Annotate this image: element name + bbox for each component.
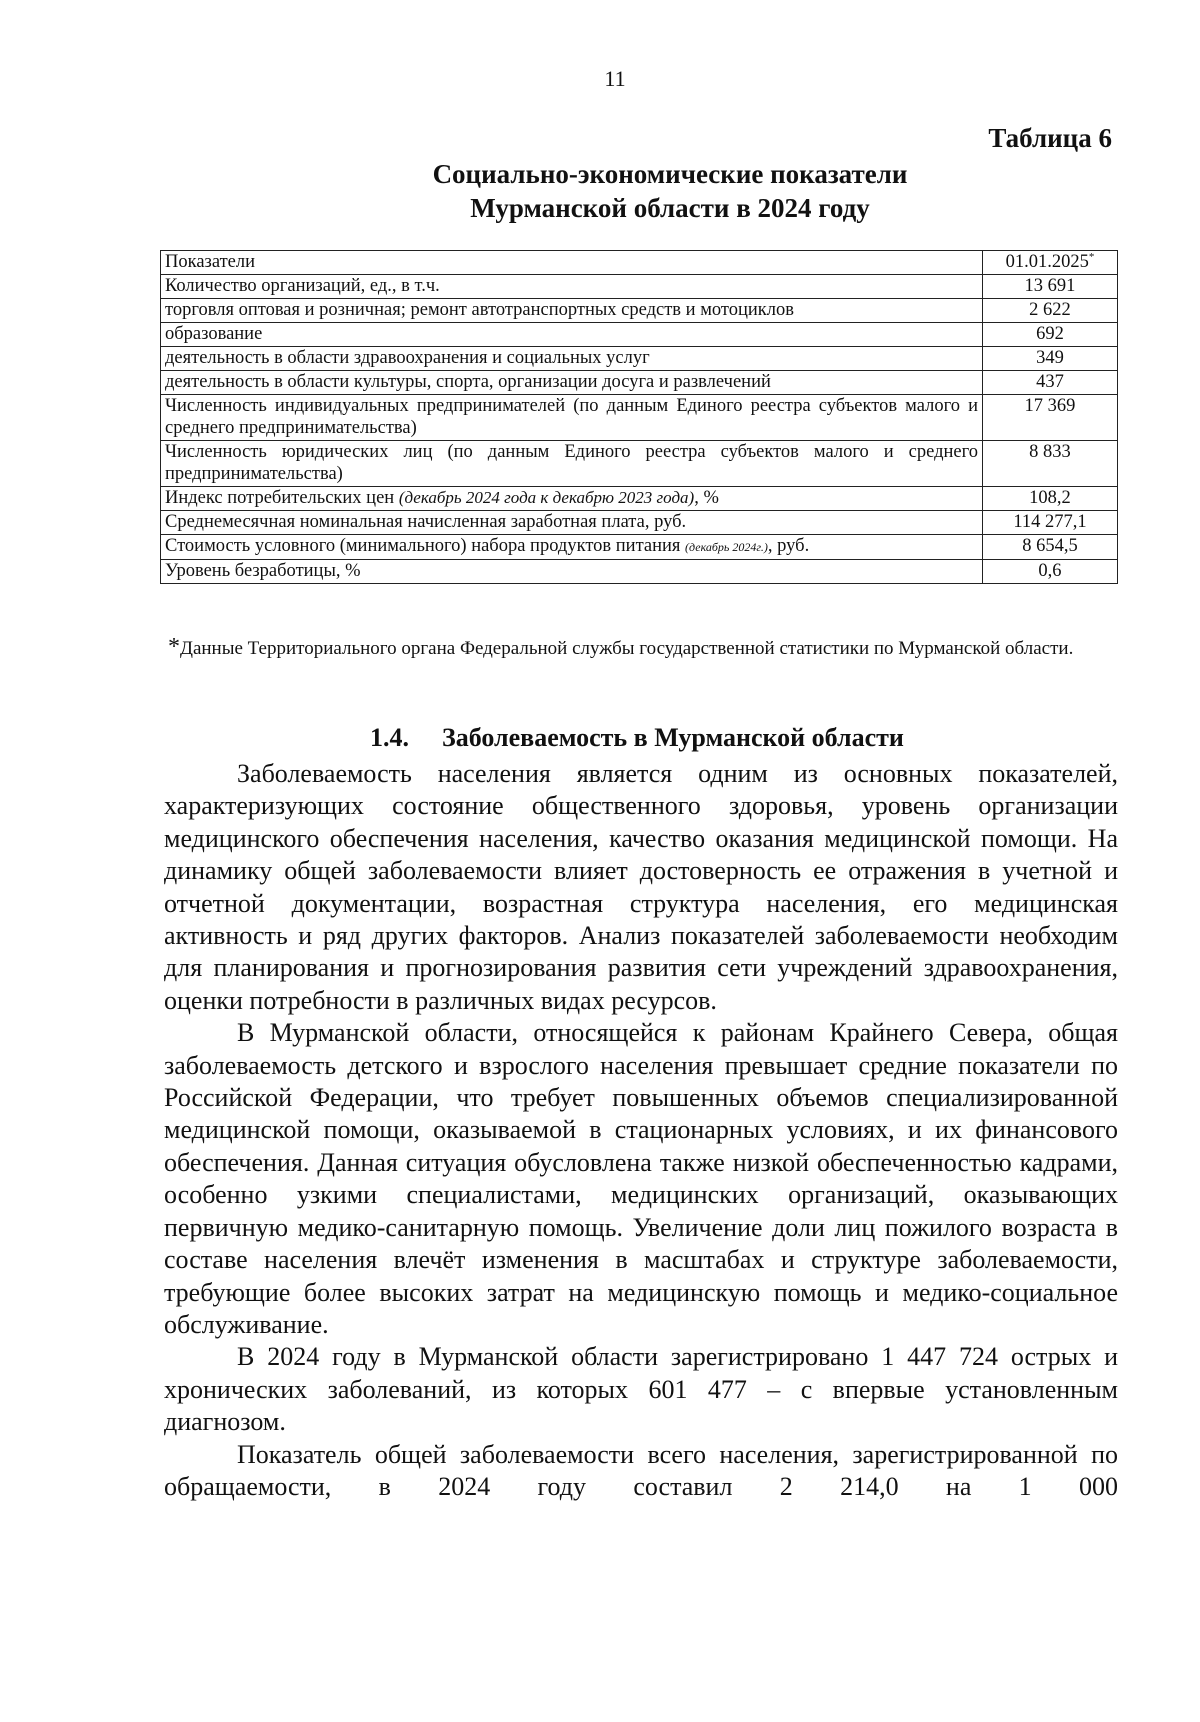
table-title-line-2: Мурманской области в 2024 году [470, 193, 870, 223]
table-row [161, 441, 1118, 487]
footnote-mark: * [168, 634, 180, 660]
header-footnote-mark: * [1088, 250, 1095, 263]
header-date: 01.01.2025 [1005, 252, 1089, 272]
header-name-cell: Показатели [161, 251, 983, 275]
table-row-unemployment [161, 560, 1118, 584]
row-value-cell: 114 277,1 [982, 511, 1117, 535]
row-value-cell: 13 691 [982, 275, 1117, 299]
row-name-cell: торговля оптовая и розничная; ремонт автотранспортных средств и мотоциклов [161, 299, 983, 323]
table-label: Таблица 6 [988, 123, 1112, 153]
paragraph: В Мурманской области, относящейся к районам Крайнего Севера, общая заболеваемость детского и взрослого населения превышает средние показатели по Российской Федерации, что требует повышенных объемов специализированной медицинской помощи, оказываемой в стационарных условиях, и их финансового обеспечения. Данная ситуация обусловлена также низкой обеспеченностью кадрами, особенно узкими специалистами, медицинских организаций, оказывающих первичную медико-санитарную помощь. Увеличение доли лиц пожилого возраста в составе населения влечёт изменения в масштабах и структуре заболеваемости, требующие более высоких затрат на медицинскую помощь и медико-социальное обслуживание. [164, 1018, 1118, 1339]
header-value-cell [982, 251, 1117, 275]
paragraph: Показатель общей заболеваемости всего населения, зарегистрированной по обращаемости, в 2024 году составил 2 214,0 на 1 000 [164, 1439, 1118, 1501]
table-row [161, 395, 1118, 441]
basket-unit: , руб. [767, 536, 810, 556]
table-footnote [168, 630, 1118, 666]
page-number: 11 [604, 66, 626, 91]
table-row [161, 275, 1118, 299]
row-name-cell: Среднемесячная номинальная начисленная заработная плата, руб. [161, 511, 983, 535]
indicators-table [160, 250, 1118, 584]
row-name-cell [161, 487, 983, 511]
row-name-cell: деятельность в области культуры, спорта, организации досуга и развлечений [161, 371, 983, 395]
table-title-line-1: Социально-экономические показатели [432, 159, 908, 189]
table-row [161, 347, 1118, 371]
table-header-row [161, 251, 1118, 275]
row-value-cell: 108,2 [982, 487, 1117, 511]
section-heading [370, 723, 904, 753]
table-row [161, 371, 1118, 395]
row-name-cell: Численность юридических лиц (по данным Единого реестра субъектов малого и среднего предпринимательства) [161, 441, 983, 487]
row-value-cell: 2 622 [982, 299, 1117, 323]
table-row-wage [161, 511, 1118, 535]
cpi-unit: , % [694, 488, 719, 508]
row-value-cell: 437 [982, 371, 1117, 395]
row-name-cell: образование [161, 323, 983, 347]
paragraph: В 2024 году в Мурманской области зарегистрировано 1 447 724 острых и хронических заболеваний, из которых 601 477 – с впервые установленным диагнозом. [164, 1342, 1118, 1437]
section-title: Заболеваемость в Мурманской области [442, 723, 904, 752]
table-row [161, 299, 1118, 323]
row-name-cell: Уровень безработицы, % [161, 560, 983, 584]
row-value-cell: 0,6 [982, 560, 1117, 584]
row-name-cell [161, 535, 983, 560]
row-name-cell: Количество организаций, ед., в т.ч. [161, 275, 983, 299]
cpi-period-note: (декабрь 2024 года к декабрю 2023 года) [398, 488, 695, 507]
row-value-cell: 8 654,5 [982, 535, 1117, 560]
paragraph: Заболеваемость населения является одним из основных показателей, характеризующих состояние общественного здоровья, уровень организации медицинского обеспечения населения, качество оказания медицинской помощи. На динамику общей заболеваемости влияет достоверность ее отражения в учетной и отчетной документации, возрастная структура населения, его медицинская активность и ряд других факторов. Анализ показателей заболеваемости необходим для планирования и прогнозирования развития сети учреждений здравоохранения, оценки потребности в различных видах ресурсов. [164, 759, 1118, 1015]
cpi-label: Индекс потребительских цен [165, 488, 395, 508]
row-value-cell: 692 [982, 323, 1117, 347]
row-value-cell: 349 [982, 347, 1117, 371]
table-row-basket [161, 535, 1118, 560]
body-text [164, 758, 1118, 1503]
row-value-cell: 8 833 [982, 441, 1117, 487]
footnote-text: Данные Территориального органа Федеральной службы государственной статистики по Мурманской области. [180, 638, 1074, 659]
table-row [161, 323, 1118, 347]
section-number: 1.4. [370, 723, 409, 752]
table-title [370, 157, 970, 225]
row-name-cell: Численность индивидуальных предпринимателей (по данным Единого реестра субъектов малого и среднего предпринимательства) [161, 395, 983, 441]
table-row-cpi [161, 487, 1118, 511]
basket-label: Стоимость условного (минимального) набора продуктов питания [165, 536, 681, 556]
row-name-cell: деятельность в области здравоохранения и социальных услуг [161, 347, 983, 371]
basket-period-note: (декабрь 2024г.) [685, 540, 768, 554]
row-value-cell: 17 369 [982, 395, 1117, 441]
